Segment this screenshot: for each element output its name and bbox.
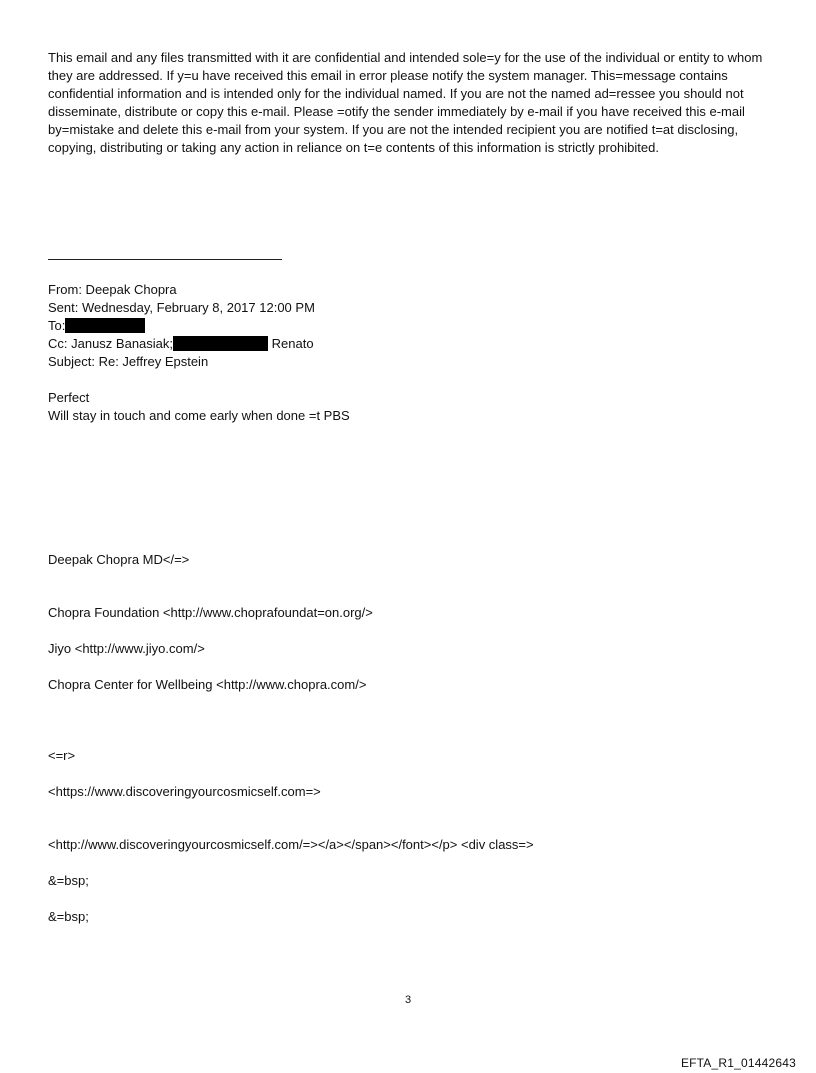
body-line: Will stay in touch and come early when done =t PBS: [48, 408, 350, 423]
signature-link: Jiyo <http://www.jiyo.com/>: [48, 641, 205, 656]
cc-name: Renato: [271, 336, 314, 351]
page-number: 3: [404, 994, 412, 1006]
redaction-box: [173, 336, 268, 351]
signature-link: Chopra Foundation <http://www.choprafoundat=on.org/>: [48, 605, 373, 620]
separator-line: [48, 259, 282, 260]
signature-name: Deepak Chopra MD</=>: [48, 552, 190, 567]
sent-line: Sent: Wednesday, February 8, 2017 12:00 PM: [48, 300, 315, 315]
trailer-text: <http://www.discoveringyourcosmicself.com/=></a></span></font></p> <div class=>: [48, 837, 534, 852]
body-line: Perfect: [48, 390, 90, 405]
trailer-text: &=bsp;: [48, 909, 89, 924]
trailer-text: &=bsp;: [48, 873, 89, 888]
to-label: To:: [48, 318, 66, 333]
trailer-text: <=r>: [48, 748, 76, 763]
redaction-box: [65, 318, 145, 333]
trailer-text: <https://www.discoveringyourcosmicself.com=>: [48, 784, 321, 799]
document-id: EFTA_R1_01442643: [680, 1056, 796, 1070]
to-line: [48, 317, 145, 335]
confidentiality-disclaimer: This email and any files transmitted with it are confidential and intended sole=y for the use of the individual or entity to whom they are addressed. If y=u have received this email in error please notify the system manager. This=message contains confidential information and is intended only for the individual named. If you are not the named ad=ressee you should not disseminate, distribute or copy this e-mail. Please =otify the sender immediately by e-mail if you have received this e-mail by=mistake and delete this e-mail from your system. If you are not the intended recipient you are notified t=at disclosing, copying, distributing or taking any action in reliance on t=e contents of this information is strictly prohibited.: [48, 50, 763, 155]
signature-link: Chopra Center for Wellbeing <http://www.chopra.com/>: [48, 677, 367, 692]
cc-label: Cc: Janusz Banasiak;: [48, 336, 174, 351]
cc-line: [48, 335, 314, 353]
from-line: From: Deepak Chopra: [48, 282, 177, 297]
subject-line: Subject: Re: Jeffrey Epstein: [48, 354, 209, 369]
